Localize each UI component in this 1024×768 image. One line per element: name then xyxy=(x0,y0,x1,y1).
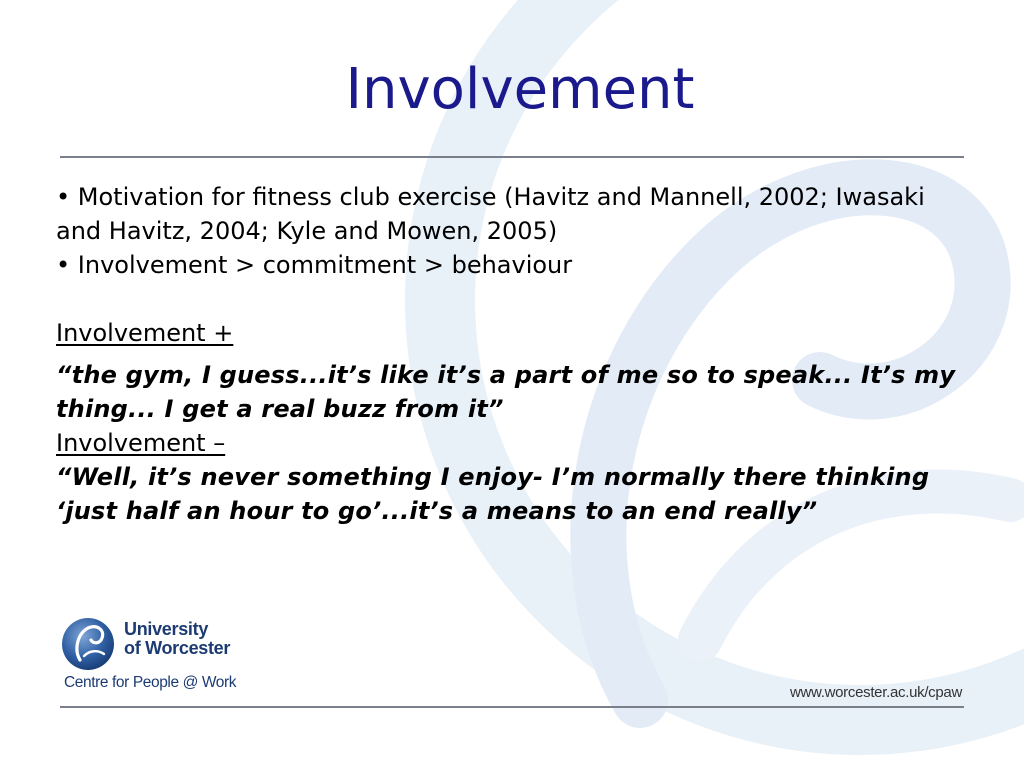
footer-divider xyxy=(60,706,964,708)
footer-url: www.worcester.ac.uk/cpaw xyxy=(789,684,962,701)
bullet-involvement-chain: • Involvement > commitment > behaviour xyxy=(56,251,573,279)
page-title: Involvement xyxy=(345,57,695,122)
university-emblem-icon xyxy=(60,616,116,672)
logo-line-1: University xyxy=(124,619,209,639)
involvement-negative-quote: “Well, it’s never something I enjoy- I’m normally there thinking ‘just half an hour to go’...it’s a means to an end really” xyxy=(56,463,930,525)
logo-line-2: of Worcester xyxy=(124,638,231,658)
logo-tagline: Centre for People @ Work xyxy=(64,674,237,691)
involvement-positive-quote: “the gym, I guess...it’s like it’s a part of me so to speak... It’s my thing... I get a real buzz from it” xyxy=(56,361,956,423)
slide-body xyxy=(56,180,956,528)
spacer xyxy=(56,282,956,316)
involvement-negative-heading: Involvement – xyxy=(56,429,226,457)
bullet-motivation: • Motivation for fitness club exercise (Havitz and Mannell, 2002; Iwasaki and Havitz, 2004; Kyle and Mowen, 2005) xyxy=(56,183,925,245)
title-divider xyxy=(60,156,964,158)
involvement-positive-heading: Involvement + xyxy=(56,319,234,347)
logo-wordmark xyxy=(124,620,230,658)
university-logo xyxy=(60,612,300,702)
